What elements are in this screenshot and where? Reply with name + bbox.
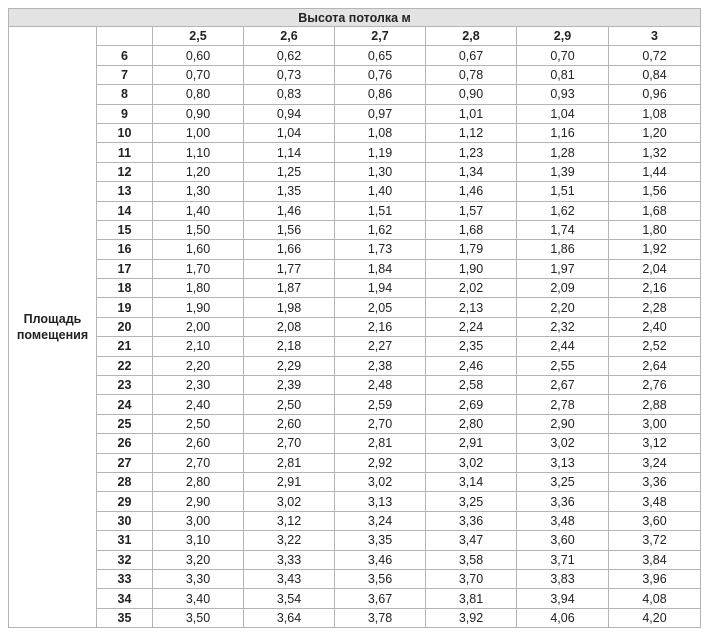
- table-row: [9, 376, 701, 395]
- value-cell: 3,40: [153, 589, 244, 608]
- value-cell: 2,70: [335, 414, 426, 433]
- value-cell: 3,67: [335, 589, 426, 608]
- value-cell: 2,80: [153, 472, 244, 491]
- area-cell: 24: [97, 395, 153, 414]
- value-cell: 3,02: [426, 453, 517, 472]
- value-cell: 1,70: [153, 259, 244, 278]
- table-row: [9, 337, 701, 356]
- area-cell: 17: [97, 259, 153, 278]
- value-cell: 0,90: [153, 104, 244, 123]
- value-cell: 2,10: [153, 337, 244, 356]
- value-cell: 1,28: [517, 143, 609, 162]
- value-cell: 3,30: [153, 569, 244, 588]
- title-row: [9, 9, 701, 27]
- area-cell: 7: [97, 65, 153, 84]
- table-row: [9, 143, 701, 162]
- corner-cell: [97, 27, 153, 46]
- value-cell: 1,23: [426, 143, 517, 162]
- value-cell: 1,68: [426, 220, 517, 239]
- table-row: [9, 220, 701, 239]
- value-cell: 1,20: [609, 123, 701, 142]
- ceiling-height-table: [8, 8, 701, 628]
- value-cell: 1,44: [609, 162, 701, 181]
- value-cell: 2,91: [426, 434, 517, 453]
- height-header: 3: [609, 27, 701, 46]
- table-row: [9, 317, 701, 336]
- value-cell: 0,65: [335, 46, 426, 65]
- value-cell: 1,56: [244, 220, 335, 239]
- table-row: [9, 356, 701, 375]
- value-cell: 2,48: [335, 376, 426, 395]
- value-cell: 2,50: [153, 414, 244, 433]
- value-cell: 3,00: [609, 414, 701, 433]
- value-cell: 2,90: [153, 492, 244, 511]
- value-cell: 3,56: [335, 569, 426, 588]
- value-cell: 1,08: [609, 104, 701, 123]
- value-cell: 2,13: [426, 298, 517, 317]
- value-cell: 2,80: [426, 414, 517, 433]
- area-cell: 21: [97, 337, 153, 356]
- area-cell: 29: [97, 492, 153, 511]
- area-cell: 28: [97, 472, 153, 491]
- value-cell: 1,77: [244, 259, 335, 278]
- area-cell: 31: [97, 531, 153, 550]
- value-cell: 2,08: [244, 317, 335, 336]
- value-cell: 1,62: [517, 201, 609, 220]
- value-cell: 2,16: [609, 279, 701, 298]
- value-cell: 0,76: [335, 65, 426, 84]
- area-cell: 33: [97, 569, 153, 588]
- area-cell: 32: [97, 550, 153, 569]
- value-cell: 2,30: [153, 376, 244, 395]
- value-cell: 3,78: [335, 608, 426, 627]
- area-cell: 6: [97, 46, 153, 65]
- value-cell: 1,51: [517, 182, 609, 201]
- value-cell: 3,47: [426, 531, 517, 550]
- value-cell: 3,24: [609, 453, 701, 472]
- table-row: [9, 65, 701, 84]
- table-row: [9, 608, 701, 627]
- value-cell: 1,39: [517, 162, 609, 181]
- value-cell: 2,76: [609, 376, 701, 395]
- area-cell: 13: [97, 182, 153, 201]
- value-cell: 0,73: [244, 65, 335, 84]
- ceiling-height-table-container: [8, 8, 700, 628]
- value-cell: 3,24: [335, 511, 426, 530]
- value-cell: 1,04: [517, 104, 609, 123]
- area-cell: 15: [97, 220, 153, 239]
- height-header: 2,7: [335, 27, 426, 46]
- value-cell: 3,92: [426, 608, 517, 627]
- value-cell: 3,48: [609, 492, 701, 511]
- area-cell: 27: [97, 453, 153, 472]
- value-cell: 3,96: [609, 569, 701, 588]
- value-cell: 1,86: [517, 240, 609, 259]
- area-cell: 25: [97, 414, 153, 433]
- value-cell: 2,92: [335, 453, 426, 472]
- header-row: [9, 27, 701, 46]
- value-cell: 1,90: [426, 259, 517, 278]
- area-cell: 11: [97, 143, 153, 162]
- value-cell: 0,93: [517, 85, 609, 104]
- value-cell: 3,83: [517, 569, 609, 588]
- value-cell: 2,50: [244, 395, 335, 414]
- value-cell: 3,54: [244, 589, 335, 608]
- value-cell: 2,70: [244, 434, 335, 453]
- value-cell: 2,35: [426, 337, 517, 356]
- value-cell: 1,94: [335, 279, 426, 298]
- value-cell: 3,50: [153, 608, 244, 627]
- table-body: [9, 9, 701, 628]
- value-cell: 2,24: [426, 317, 517, 336]
- side-label-line-1: Площадь: [23, 312, 82, 327]
- table-row: [9, 492, 701, 511]
- value-cell: 4,08: [609, 589, 701, 608]
- value-cell: 3,36: [426, 511, 517, 530]
- value-cell: 3,33: [244, 550, 335, 569]
- value-cell: 2,59: [335, 395, 426, 414]
- value-cell: 2,38: [335, 356, 426, 375]
- value-cell: 3,02: [244, 492, 335, 511]
- value-cell: 3,60: [517, 531, 609, 550]
- table-row: [9, 46, 701, 65]
- value-cell: 3,84: [609, 550, 701, 569]
- table-row: [9, 85, 701, 104]
- value-cell: 1,32: [609, 143, 701, 162]
- value-cell: 1,87: [244, 279, 335, 298]
- value-cell: 3,60: [609, 511, 701, 530]
- value-cell: 2,90: [517, 414, 609, 433]
- value-cell: 0,80: [153, 85, 244, 104]
- value-cell: 3,36: [609, 472, 701, 491]
- value-cell: 1,25: [244, 162, 335, 181]
- area-cell: 8: [97, 85, 153, 104]
- area-cell: 9: [97, 104, 153, 123]
- value-cell: 1,10: [153, 143, 244, 162]
- value-cell: 3,72: [609, 531, 701, 550]
- value-cell: 1,98: [244, 298, 335, 317]
- value-cell: 1,62: [335, 220, 426, 239]
- value-cell: 1,08: [335, 123, 426, 142]
- value-cell: 1,60: [153, 240, 244, 259]
- value-cell: 2,81: [335, 434, 426, 453]
- value-cell: 3,46: [335, 550, 426, 569]
- table-row: [9, 182, 701, 201]
- value-cell: 2,46: [426, 356, 517, 375]
- table-row: [9, 279, 701, 298]
- table-row: [9, 298, 701, 317]
- value-cell: 1,73: [335, 240, 426, 259]
- height-header: 2,8: [426, 27, 517, 46]
- value-cell: 3,81: [426, 589, 517, 608]
- value-cell: 2,64: [609, 356, 701, 375]
- table-title: Высота потолка м: [9, 9, 701, 27]
- value-cell: 3,02: [517, 434, 609, 453]
- value-cell: 2,02: [426, 279, 517, 298]
- area-cell: 20: [97, 317, 153, 336]
- table-row: [9, 395, 701, 414]
- value-cell: 0,78: [426, 65, 517, 84]
- value-cell: 2,29: [244, 356, 335, 375]
- value-cell: 1,46: [426, 182, 517, 201]
- value-cell: 2,16: [335, 317, 426, 336]
- value-cell: 1,40: [153, 201, 244, 220]
- value-cell: 0,90: [426, 85, 517, 104]
- value-cell: 0,72: [609, 46, 701, 65]
- value-cell: 1,04: [244, 123, 335, 142]
- value-cell: 0,67: [426, 46, 517, 65]
- value-cell: 1,12: [426, 123, 517, 142]
- table-row: [9, 123, 701, 142]
- value-cell: 3,35: [335, 531, 426, 550]
- value-cell: 2,70: [153, 453, 244, 472]
- value-cell: 3,25: [426, 492, 517, 511]
- value-cell: 1,66: [244, 240, 335, 259]
- value-cell: 2,27: [335, 337, 426, 356]
- table-row: [9, 259, 701, 278]
- table-row: [9, 531, 701, 550]
- value-cell: 0,84: [609, 65, 701, 84]
- value-cell: 1,56: [609, 182, 701, 201]
- table-row: [9, 453, 701, 472]
- table-row: [9, 550, 701, 569]
- value-cell: 2,78: [517, 395, 609, 414]
- value-cell: 1,84: [335, 259, 426, 278]
- value-cell: 1,80: [153, 279, 244, 298]
- value-cell: 2,67: [517, 376, 609, 395]
- value-cell: 2,28: [609, 298, 701, 317]
- value-cell: 1,20: [153, 162, 244, 181]
- value-cell: 2,69: [426, 395, 517, 414]
- area-cell: 26: [97, 434, 153, 453]
- area-cell: 30: [97, 511, 153, 530]
- value-cell: 1,34: [426, 162, 517, 181]
- value-cell: 3,02: [335, 472, 426, 491]
- value-cell: 1,74: [517, 220, 609, 239]
- table-row: [9, 589, 701, 608]
- value-cell: 2,58: [426, 376, 517, 395]
- value-cell: 1,80: [609, 220, 701, 239]
- value-cell: 2,39: [244, 376, 335, 395]
- value-cell: 3,20: [153, 550, 244, 569]
- value-cell: 1,16: [517, 123, 609, 142]
- value-cell: 3,13: [335, 492, 426, 511]
- value-cell: 0,70: [517, 46, 609, 65]
- value-cell: 3,12: [244, 511, 335, 530]
- table-row: [9, 434, 701, 453]
- area-cell: 12: [97, 162, 153, 181]
- value-cell: 2,91: [244, 472, 335, 491]
- value-cell: 2,60: [153, 434, 244, 453]
- value-cell: 3,36: [517, 492, 609, 511]
- value-cell: 3,48: [517, 511, 609, 530]
- value-cell: 3,00: [153, 511, 244, 530]
- value-cell: 3,70: [426, 569, 517, 588]
- value-cell: 1,46: [244, 201, 335, 220]
- value-cell: 0,97: [335, 104, 426, 123]
- value-cell: 2,04: [609, 259, 701, 278]
- value-cell: 2,18: [244, 337, 335, 356]
- table-row: [9, 240, 701, 259]
- value-cell: 2,55: [517, 356, 609, 375]
- area-cell: 34: [97, 589, 153, 608]
- height-header: 2,6: [244, 27, 335, 46]
- side-label: [9, 27, 97, 628]
- value-cell: 3,10: [153, 531, 244, 550]
- value-cell: 1,97: [517, 259, 609, 278]
- value-cell: 1,01: [426, 104, 517, 123]
- value-cell: 0,86: [335, 85, 426, 104]
- value-cell: 3,64: [244, 608, 335, 627]
- value-cell: 0,81: [517, 65, 609, 84]
- table-row: [9, 104, 701, 123]
- value-cell: 3,71: [517, 550, 609, 569]
- value-cell: 1,19: [335, 143, 426, 162]
- value-cell: 1,30: [335, 162, 426, 181]
- table-row: [9, 162, 701, 181]
- value-cell: 4,06: [517, 608, 609, 627]
- value-cell: 3,58: [426, 550, 517, 569]
- value-cell: 1,51: [335, 201, 426, 220]
- table-row: [9, 201, 701, 220]
- height-header: 2,9: [517, 27, 609, 46]
- area-cell: 16: [97, 240, 153, 259]
- value-cell: 0,96: [609, 85, 701, 104]
- value-cell: 3,12: [609, 434, 701, 453]
- value-cell: 1,79: [426, 240, 517, 259]
- value-cell: 0,94: [244, 104, 335, 123]
- value-cell: 2,09: [517, 279, 609, 298]
- value-cell: 2,40: [153, 395, 244, 414]
- value-cell: 1,50: [153, 220, 244, 239]
- value-cell: 1,35: [244, 182, 335, 201]
- value-cell: 0,70: [153, 65, 244, 84]
- area-cell: 19: [97, 298, 153, 317]
- value-cell: 3,14: [426, 472, 517, 491]
- table-row: [9, 414, 701, 433]
- value-cell: 1,68: [609, 201, 701, 220]
- value-cell: 2,20: [153, 356, 244, 375]
- value-cell: 1,00: [153, 123, 244, 142]
- area-cell: 35: [97, 608, 153, 627]
- value-cell: 2,32: [517, 317, 609, 336]
- value-cell: 2,81: [244, 453, 335, 472]
- value-cell: 1,14: [244, 143, 335, 162]
- value-cell: 2,44: [517, 337, 609, 356]
- value-cell: 3,43: [244, 569, 335, 588]
- table-row: [9, 472, 701, 491]
- value-cell: 3,25: [517, 472, 609, 491]
- value-cell: 2,40: [609, 317, 701, 336]
- value-cell: 3,13: [517, 453, 609, 472]
- value-cell: 1,30: [153, 182, 244, 201]
- value-cell: 2,20: [517, 298, 609, 317]
- side-label-line-2: помещения: [16, 328, 89, 343]
- value-cell: 3,94: [517, 589, 609, 608]
- value-cell: 2,60: [244, 414, 335, 433]
- table-row: [9, 569, 701, 588]
- value-cell: 0,62: [244, 46, 335, 65]
- value-cell: 1,40: [335, 182, 426, 201]
- value-cell: 1,90: [153, 298, 244, 317]
- value-cell: 1,92: [609, 240, 701, 259]
- value-cell: 0,60: [153, 46, 244, 65]
- area-cell: 23: [97, 376, 153, 395]
- value-cell: 2,05: [335, 298, 426, 317]
- value-cell: 2,88: [609, 395, 701, 414]
- value-cell: 1,57: [426, 201, 517, 220]
- height-header: 2,5: [153, 27, 244, 46]
- value-cell: 2,52: [609, 337, 701, 356]
- value-cell: 0,83: [244, 85, 335, 104]
- area-cell: 10: [97, 123, 153, 142]
- value-cell: 3,22: [244, 531, 335, 550]
- area-cell: 22: [97, 356, 153, 375]
- value-cell: 2,00: [153, 317, 244, 336]
- table-row: [9, 511, 701, 530]
- area-cell: 14: [97, 201, 153, 220]
- area-cell: 18: [97, 279, 153, 298]
- value-cell: 4,20: [609, 608, 701, 627]
